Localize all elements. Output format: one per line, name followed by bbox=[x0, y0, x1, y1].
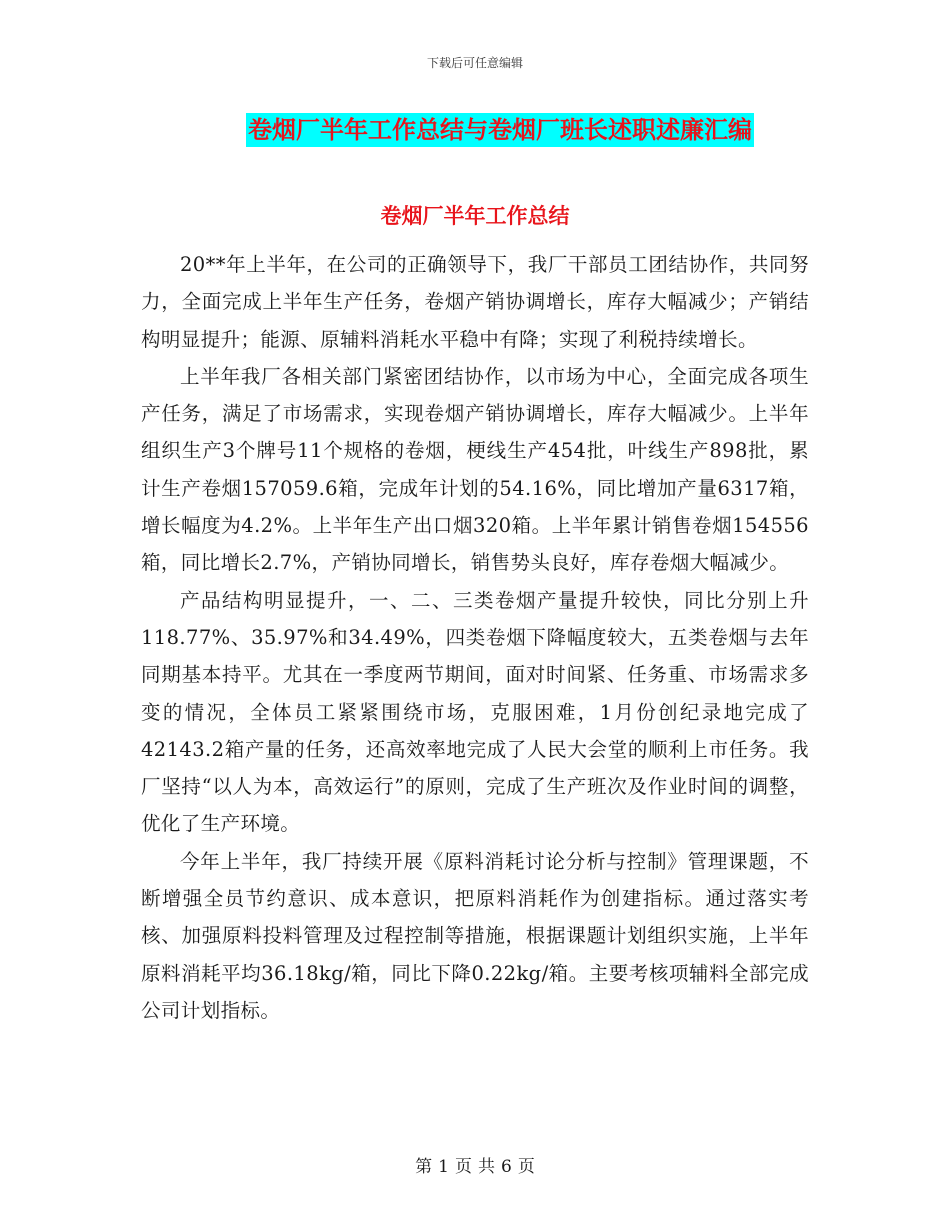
footer-total-prefix: 共 bbox=[478, 1157, 495, 1177]
paragraph: 产品结构明显提升，一、二、三类卷烟产量提升较快，同比分别上升118.77%、35.97%和34.49%，四类卷烟下降幅度较大，五类卷烟与去年同期基本持平。尤其在一季度两节期间，面对时间紧、任务重、市场需求多变的情况，全体员工紧紧围绕市场，克服困难，1月份创纪录地完成了42143.2箱产量的任务，还高效率地完成了人民大会堂的顺利上市任务。我厂坚持“以人为本，高效运行”的原则，完成了生产班次及作业时间的调整，优化了生产环境。 bbox=[141, 588, 809, 836]
footer-total-pages: 6 bbox=[501, 1157, 512, 1177]
footer-page-number: 1 bbox=[438, 1157, 449, 1177]
paragraph: 20**年上半年，在公司的正确领导下，我厂干部员工团结协作，共同努力，全面完成上半年生产任务，卷烟产销协调增长，库存大幅减少；产销结构明显提升；能源、原辅料消耗水平稳中有降；实现了利税持续增长。 bbox=[141, 253, 809, 351]
document-title-container bbox=[0, 113, 950, 147]
header-note: 下载后可任意编辑 bbox=[426, 56, 523, 70]
document-title: 卷烟厂半年工作总结与卷烟厂班长述职述廉汇编 bbox=[246, 113, 754, 147]
paragraph: 今年上半年，我厂持续开展《原料消耗讨论分析与控制》管理课题，不断增强全员节约意识、成本意识，把原料消耗作为创建指标。通过落实考核、加强原料投料管理及过程控制等措施，根据课题计划组织实施，上半年原料消耗平均36.18kg/箱，同比下降0.22kg/箱。主要考核项辅料全部完成公司计划指标。 bbox=[141, 849, 809, 1022]
footer-total-suffix: 页 bbox=[517, 1157, 535, 1177]
paragraph: 上半年我厂各相关部门紧密团结协作，以市场为中心，全面完成各项生产任务，满足了市场需求，实现卷烟产销协调增长，库存大幅减少。上半年组织生产3个牌号11个规格的卷烟，梗线生产454批，叶线生产898批，累计生产卷烟157059.6箱，完成年计划的54.16%，同比增加产量6317箱，增长幅度为4.2%。上半年生产出口烟320箱。上半年累计销售卷烟154556箱，同比增长2.7%，产销协同增长，销售势头良好，库存卷烟大幅减少。 bbox=[141, 364, 809, 575]
page-footer bbox=[0, 1152, 950, 1177]
footer-page-mid: 页 bbox=[455, 1157, 472, 1177]
document-body bbox=[141, 246, 809, 1029]
section-title: 卷烟厂半年工作总结 bbox=[380, 204, 570, 228]
footer-page-prefix: 第 bbox=[415, 1157, 433, 1177]
